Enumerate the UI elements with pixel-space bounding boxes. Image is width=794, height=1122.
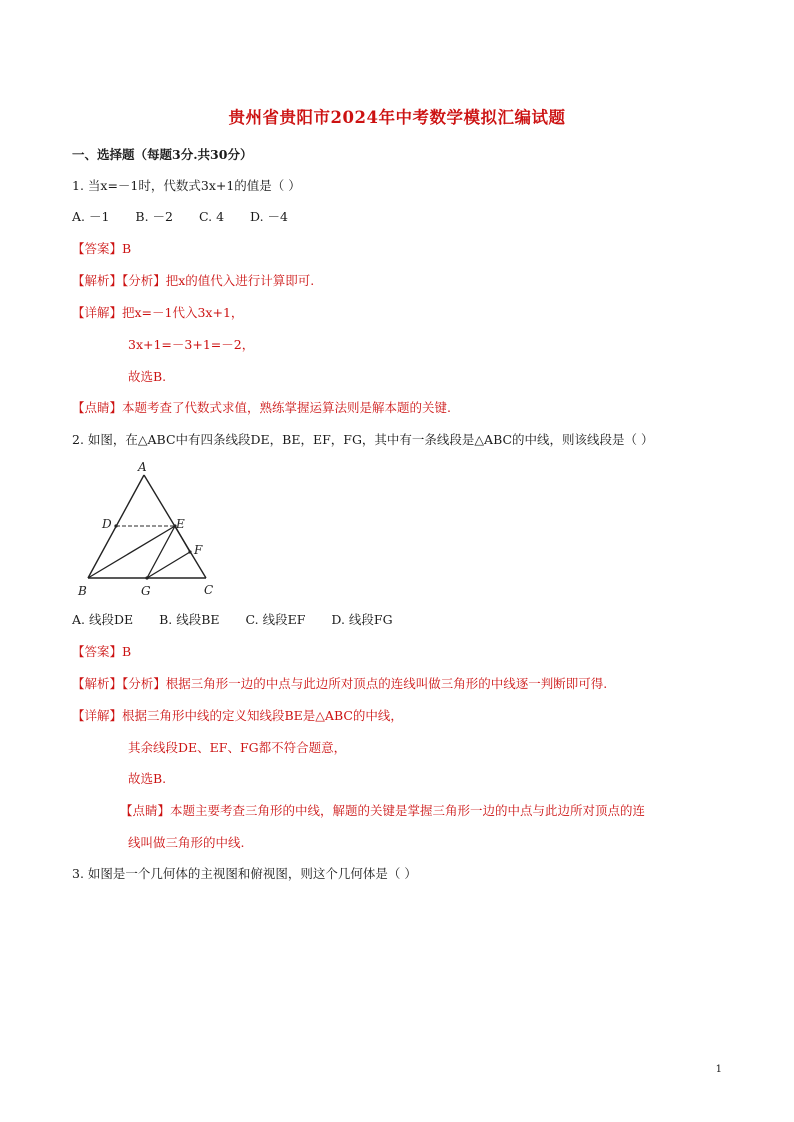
q1-option-d: D. －4 <box>250 209 288 224</box>
q2-comment-2: 线叫做三角形的中线. <box>128 835 245 850</box>
label-f: F <box>194 543 203 557</box>
label-g: G <box>141 584 151 598</box>
label-b: B <box>78 584 87 598</box>
q2-answer: 【答案】B <box>72 644 132 659</box>
q1-option-a: A. －1 <box>72 209 110 224</box>
label-c: C <box>204 583 214 597</box>
q2-option-a: A. 线段DE <box>72 612 134 627</box>
q2-analysis: 【解析】【分析】根据三角形一边的中点与此边所对顶点的连线叫做三角形的中线逐一判断即可得. <box>72 676 608 691</box>
q2-option-d: D. 线段FG <box>331 612 393 627</box>
q2-option-c: C. 线段EF <box>245 612 306 627</box>
point-d <box>114 524 117 527</box>
q1-detail-3: 故选B. <box>128 369 167 384</box>
q1-stem: 1. 当x=－1时，代数式3x+1的值是（ ） <box>72 178 301 193</box>
q3-stem: 3. 如图是一个几何体的主视图和俯视图，则这个几何体是（ ） <box>72 866 417 881</box>
point-g <box>145 576 148 579</box>
q1-detail-2: 3x+1=－3+1=－2， <box>128 337 255 352</box>
triangle-figure <box>70 458 230 603</box>
segment-be <box>88 526 175 578</box>
q1-detail-1: 【详解】把x=－1代入3x+1， <box>72 305 244 320</box>
q1-comment: 【点睛】本题考查了代数式求值，熟练掌握运算法则是解本题的关键. <box>72 400 451 415</box>
q2-detail-3: 故选B. <box>128 771 167 786</box>
section-heading: 一、选择题（每题3分.共30分） <box>72 147 253 162</box>
q1-analysis: 【解析】【分析】把x的值代入进行计算即可. <box>72 273 315 288</box>
page-number: 1 <box>715 1064 722 1075</box>
q2-stem: 2. 如图，在△ABC中有四条线段DE，BE，EF，FG，其中有一条线段是△ABC的中线，则该线段是（ ） <box>72 432 654 447</box>
q2-comment-1: 【点睛】本题主要考查三角形的中线，解题的关键是掌握三角形一边的中点与此边所对顶点的连 <box>120 803 646 818</box>
point-f <box>188 550 191 553</box>
q2-option-b: B. 线段BE <box>159 612 220 627</box>
q1-options <box>72 209 310 225</box>
label-e: E <box>176 517 185 531</box>
q2-options <box>72 612 415 628</box>
label-d: D <box>102 517 112 531</box>
q1-answer: 【答案】B <box>72 241 132 256</box>
document-title: 贵州省贵阳市2024年中考数学模拟汇编试题 <box>228 108 566 127</box>
label-a: A <box>138 460 147 474</box>
q1-option-c: C. 4 <box>199 209 225 224</box>
q1-option-b: B. －2 <box>135 209 174 224</box>
q2-detail-1: 【详解】根据三角形中线的定义知线段BE是△ABC的中线， <box>72 708 403 723</box>
q2-detail-2: 其余线段DE、EF、FG都不符合题意， <box>128 740 347 755</box>
